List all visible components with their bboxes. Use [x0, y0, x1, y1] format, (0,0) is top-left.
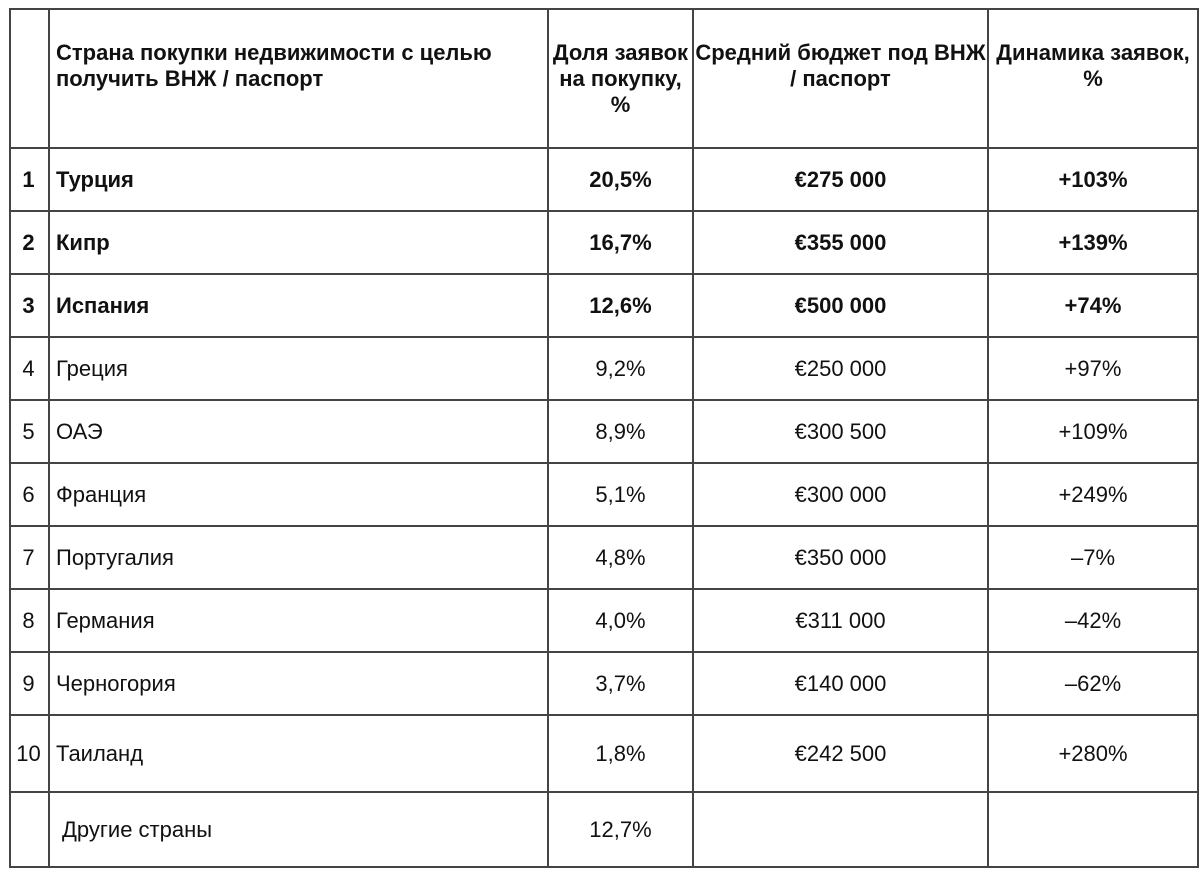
country-cell: Испания [49, 274, 548, 337]
dynamics-cell: +249% [988, 463, 1198, 526]
rank-cell: 1 [10, 148, 49, 211]
dynamics-cell: +74% [988, 274, 1198, 337]
budget-cell: €250 000 [693, 337, 988, 400]
share-cell: 9,2% [548, 337, 693, 400]
budget-cell: €355 000 [693, 211, 988, 274]
header-country-label: Страна покупки недвижимости с целью получить ВНЖ / паспорт [56, 39, 492, 91]
table-row-other [10, 792, 1198, 867]
country-cell: ОАЭ [49, 400, 548, 463]
country-cell: Германия [49, 589, 548, 652]
dynamics-cell: +280% [988, 715, 1198, 792]
country-cell: Португалия [49, 526, 548, 589]
dynamics-cell: +109% [988, 400, 1198, 463]
table-row [10, 337, 1198, 400]
country-cell: Франция [49, 463, 548, 526]
table-row [10, 148, 1198, 211]
country-cell: Таиланд [49, 715, 548, 792]
dynamics-cell: +97% [988, 337, 1198, 400]
table-row [10, 400, 1198, 463]
budget-cell: €300 000 [693, 463, 988, 526]
dynamics-cell: –62% [988, 652, 1198, 715]
share-cell: 4,8% [548, 526, 693, 589]
rank-cell: 10 [10, 715, 49, 792]
rank-cell: 8 [10, 589, 49, 652]
table-row [10, 715, 1198, 792]
header-budget [693, 9, 988, 148]
rank-cell: 3 [10, 274, 49, 337]
table-row [10, 526, 1198, 589]
budget-cell: €500 000 [693, 274, 988, 337]
share-cell: 12,6% [548, 274, 693, 337]
budget-cell [693, 792, 988, 867]
header-share-label: Доля заявок на покупку, % [552, 39, 689, 117]
country-cell: Турция [49, 148, 548, 211]
table-row [10, 652, 1198, 715]
table-row [10, 211, 1198, 274]
share-cell: 3,7% [548, 652, 693, 715]
countries-table [9, 8, 1199, 868]
header-country [49, 9, 548, 148]
share-cell: 8,9% [548, 400, 693, 463]
share-cell: 5,1% [548, 463, 693, 526]
table-header-row [10, 9, 1198, 148]
dynamics-cell [988, 792, 1198, 867]
rank-cell: 9 [10, 652, 49, 715]
share-cell: 12,7% [548, 792, 693, 867]
rank-cell: 5 [10, 400, 49, 463]
table-row [10, 589, 1198, 652]
rank-cell [10, 792, 49, 867]
dynamics-cell: +139% [988, 211, 1198, 274]
country-cell: Черногория [49, 652, 548, 715]
header-rank [10, 9, 49, 148]
share-cell: 4,0% [548, 589, 693, 652]
header-dynamics [988, 9, 1198, 148]
budget-cell: €242 500 [693, 715, 988, 792]
table-row [10, 463, 1198, 526]
rank-cell: 6 [10, 463, 49, 526]
budget-cell: €300 500 [693, 400, 988, 463]
budget-cell: €275 000 [693, 148, 988, 211]
country-cell: Другие страны [49, 792, 548, 867]
budget-cell: €311 000 [693, 589, 988, 652]
header-dynamics-label: Динамика заявок, % [996, 39, 1190, 91]
dynamics-cell: +103% [988, 148, 1198, 211]
country-cell: Кипр [49, 211, 548, 274]
header-share [548, 9, 693, 148]
table-row [10, 274, 1198, 337]
budget-cell: €140 000 [693, 652, 988, 715]
share-cell: 20,5% [548, 148, 693, 211]
rank-cell: 7 [10, 526, 49, 589]
rank-cell: 4 [10, 337, 49, 400]
header-budget-label: Средний бюджет под ВНЖ / паспорт [695, 39, 986, 91]
dynamics-cell: –7% [988, 526, 1198, 589]
budget-cell: €350 000 [693, 526, 988, 589]
country-cell: Греция [49, 337, 548, 400]
share-cell: 16,7% [548, 211, 693, 274]
rank-cell: 2 [10, 211, 49, 274]
share-cell: 1,8% [548, 715, 693, 792]
dynamics-cell: –42% [988, 589, 1198, 652]
